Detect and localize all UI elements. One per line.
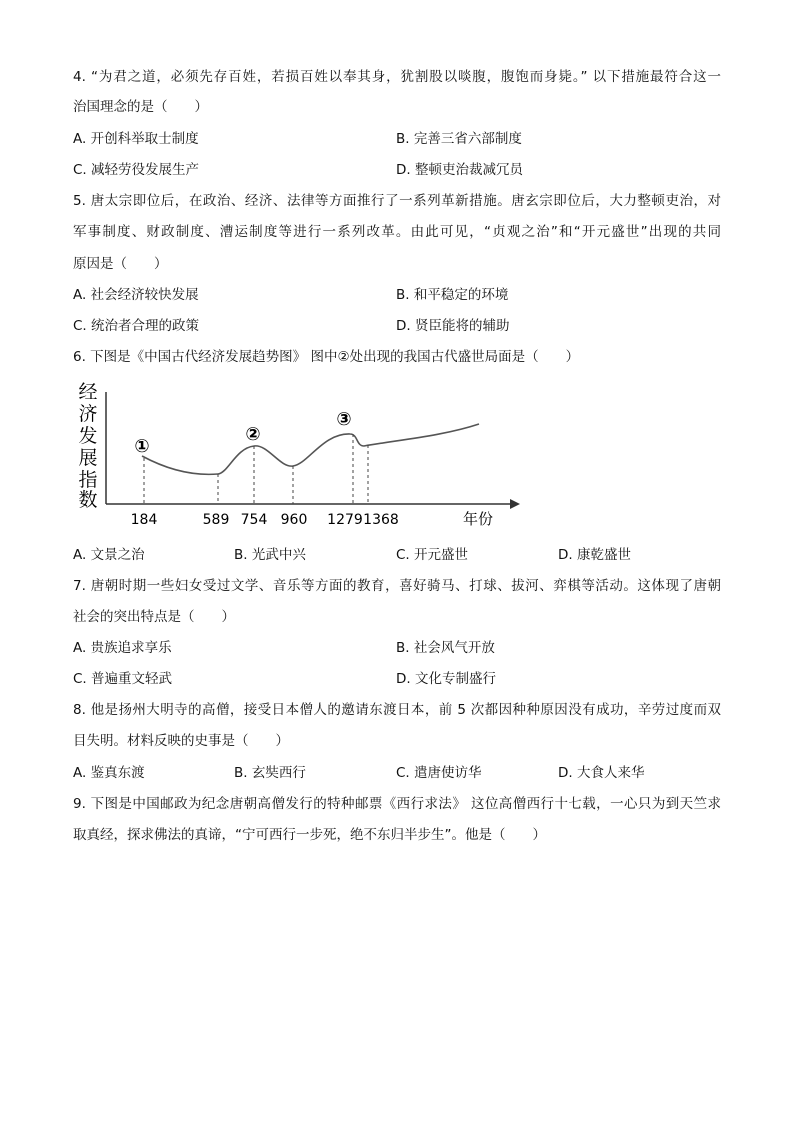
q4-option-d[interactable]: D. 整顿吏治裁减冗员 <box>396 162 523 178</box>
q5-option-c[interactable]: C. 统治者合理的政策 <box>73 318 200 334</box>
q7-option-d[interactable]: D. 文化专制盛行 <box>396 671 496 687</box>
x-axis-arrow <box>510 499 520 509</box>
x-tick-label: 184 <box>130 512 158 528</box>
q4-option-c[interactable]: C. 减轻劳役发展生产 <box>73 162 200 178</box>
q4-stem-line2: 治国理念的是（ ） <box>73 99 208 115</box>
q8-option-d[interactable]: D. 大食人来华 <box>558 765 645 781</box>
q7-option-a[interactable]: A. 贵族追求享乐 <box>73 640 172 656</box>
q8-option-a[interactable]: A. 鉴真东渡 <box>73 765 145 781</box>
y-label-char: 经 <box>78 381 98 403</box>
q6-option-b[interactable]: B. 光武中兴 <box>234 547 306 563</box>
q6-stem-line1: 6. 下图是《中国古代经济发展趋势图》 图中②处出现的我国古代盛世局面是（ ） <box>73 349 580 365</box>
q5-option-b[interactable]: B. 和平稳定的环境 <box>396 287 509 303</box>
y-label-char: 济 <box>78 403 98 425</box>
x-tick-label: 1368 <box>363 512 399 528</box>
q4-stem-line1: 4. “为君之道，必须先存百姓，若损百姓以奉其身，犹割股以啖腹，腹饱而身毙。” 以下措施最符合这一 <box>73 69 721 85</box>
q5-stem-line3: 原因是（ ） <box>73 256 168 272</box>
marker-1: ① <box>134 436 150 457</box>
trend-line <box>142 424 479 474</box>
q9-stem-line2: 取真经，探求佛法的真谛，“宁可西行一步死，绝不东归半步生”。他是（ ） <box>73 827 546 843</box>
x-tick-label: 960 <box>280 512 308 528</box>
q6-option-d[interactable]: D. 康乾盛世 <box>558 547 631 563</box>
q7-stem-line2: 社会的突出特点是（ ） <box>73 609 235 625</box>
q7-option-b[interactable]: B. 社会风气开放 <box>396 640 495 656</box>
y-label-char: 数 <box>78 489 98 511</box>
q5-stem-line1: 5. 唐太宗即位后，在政治、经济、法律等方面推行了一系列革新措施。唐玄宗即位后，大力整顿吏治，对 <box>73 193 721 209</box>
q7-stem-line1: 7. 唐朝时期一些妇女受过文学、音乐等方面的教育，喜好骑马、打球、拔河、弈棋等活动。这体现了唐朝 <box>73 578 721 594</box>
q6-option-c[interactable]: C. 开元盛世 <box>396 547 469 563</box>
y-axis-label <box>78 381 97 511</box>
q5-option-a[interactable]: A. 社会经济较快发展 <box>73 287 199 303</box>
q8-option-b[interactable]: B. 玄奘西行 <box>234 765 306 781</box>
y-label-char: 发 <box>78 425 98 447</box>
q8-option-c[interactable]: C. 遣唐使访华 <box>396 765 482 781</box>
q8-stem-line1: 8. 他是扬州大明寺的高僧，接受日本僧人的邀请东渡日本，前 5 次都因种种原因没有成功，辛劳过度而双 <box>73 702 721 718</box>
x-tick-label: 754 <box>240 512 268 528</box>
q6-option-a[interactable]: A. 文景之治 <box>73 547 145 563</box>
q9-stem-line1: 9. 下图是中国邮政为纪念唐朝高僧发行的特种邮票《西行求法》 这位高僧西行十七载，一心只为到天竺求 <box>73 796 721 812</box>
q4-option-b[interactable]: B. 完善三省六部制度 <box>396 131 522 147</box>
economic-trend-chart <box>68 378 528 530</box>
marker-3: ③ <box>336 409 352 430</box>
x-tick-label: 1279 <box>327 512 363 528</box>
y-label-char: 展 <box>78 447 98 469</box>
q5-option-d[interactable]: D. 贤臣能将的辅助 <box>396 318 510 334</box>
marker-2: ② <box>245 424 261 445</box>
x-axis-label: 年份 <box>462 510 494 528</box>
q7-option-c[interactable]: C. 普遍重文轻武 <box>73 671 173 687</box>
q5-stem-line2: 军事制度、财政制度、漕运制度等进行一系列改革。由此可见，“贞观之治”和“开元盛世”出现的共同 <box>73 224 721 240</box>
x-tick-label: 589 <box>202 512 230 528</box>
q8-stem-line2: 目失明。材料反映的史事是（ ） <box>73 733 289 749</box>
q4-option-a[interactable]: A. 开创科举取士制度 <box>73 131 199 147</box>
y-label-char: 指 <box>78 469 98 491</box>
